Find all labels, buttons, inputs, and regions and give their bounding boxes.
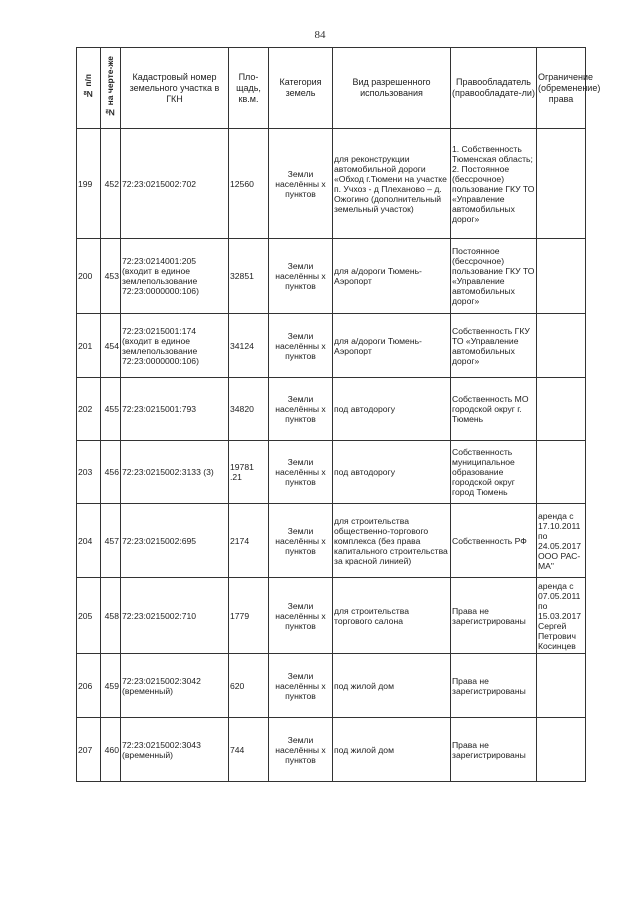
cell-area: 34820	[229, 378, 269, 441]
cell-use: под автодорогу	[333, 378, 451, 441]
cell-use: для реконструкции автомобильной дороги «Обход г.Тюмени на участке п. Учхоз - д Плеханово – д. Ожогино (дополнительный земельный участок)	[333, 129, 451, 239]
cell-cadastral: 72:23:0215002:695	[121, 504, 229, 578]
cell-area: 620	[229, 654, 269, 718]
cell-use: для строительства общественно-торгового комплекса (без права капитального строительства за красной линией)	[333, 504, 451, 578]
cell-category: Земли населённы х пунктов	[269, 718, 333, 782]
cell-num: 202	[77, 378, 101, 441]
cell-category: Земли населённы х пунктов	[269, 441, 333, 504]
table-row	[77, 441, 586, 504]
cell-use: для а/дороги Тюмень-Аэропорт	[333, 239, 451, 314]
cell-drawing-num: 453	[101, 239, 121, 314]
header-area: Пло-щадь, кв.м.	[229, 48, 269, 129]
header-num: № п/п	[77, 48, 101, 129]
header-use: Вид разрешенного использования	[333, 48, 451, 129]
table-row	[77, 314, 586, 378]
cell-cadastral: 72:23:0215001:793	[121, 378, 229, 441]
land-plots-table	[76, 47, 601, 782]
cell-holder: Собственность РФ	[451, 504, 537, 578]
cell-num: 203	[77, 441, 101, 504]
cell-use: под жилой дом	[333, 654, 451, 718]
cell-drawing-num: 459	[101, 654, 121, 718]
cell-area: 1779	[229, 578, 269, 654]
cell-holder: Собственность МО городской округ г. Тюмень	[451, 378, 537, 441]
cell-area: 32851	[229, 239, 269, 314]
cell-category: Земли населённы х пунктов	[269, 578, 333, 654]
cell-cadastral: 72:23:0215002:3042 (временный)	[121, 654, 229, 718]
table-row	[77, 129, 586, 239]
cell-area: 2174	[229, 504, 269, 578]
cell-area: 34124	[229, 314, 269, 378]
cell-restriction	[537, 129, 586, 239]
cell-holder: Собственность ГКУ ТО «Управление автомобильных дорог»	[451, 314, 537, 378]
cell-restriction	[537, 654, 586, 718]
cell-holder: Собственность муниципальное образование городской округ город Тюмень	[451, 441, 537, 504]
table-header-row	[77, 48, 586, 129]
cell-cadastral: 72:23:0215002:3133 (3)	[121, 441, 229, 504]
cell-drawing-num: 456	[101, 441, 121, 504]
page-number: 84	[314, 29, 326, 41]
cell-use: под жилой дом	[333, 718, 451, 782]
cell-drawing-num: 460	[101, 718, 121, 782]
header-cadastral: Кадастровый номер земельного участка в ГКН	[121, 48, 229, 129]
table-row	[77, 654, 586, 718]
cell-cadastral: 72:23:0215002:702	[121, 129, 229, 239]
cell-holder: Права не зарегистрированы	[451, 718, 537, 782]
cell-area: 12560	[229, 129, 269, 239]
cell-category: Земли населённы х пунктов	[269, 129, 333, 239]
cell-use: для строительства торгового салона	[333, 578, 451, 654]
cell-cadastral: 72:23:0215001:174 (входит в единое землепользование 72:23:0000000:106)	[121, 314, 229, 378]
cell-holder: 1. Собственность Тюменская область; 2. Постоянное (бессрочное) пользование ГКУ ТО «Управление автомобильных дорог»	[451, 129, 537, 239]
cell-cadastral: 72:23:0214001:205 (входит в единое землепользование 72:23:0000000:106)	[121, 239, 229, 314]
cell-num: 199	[77, 129, 101, 239]
table-row	[77, 378, 586, 441]
cell-category: Земли населённы х пунктов	[269, 504, 333, 578]
cell-holder: Постоянное (бессрочное) пользование ГКУ ТО «Управление автомобильных дорог»	[451, 239, 537, 314]
cell-drawing-num: 457	[101, 504, 121, 578]
cell-holder: Права не зарегистрированы	[451, 578, 537, 654]
cell-category: Земли населённы х пунктов	[269, 378, 333, 441]
cell-category: Земли населённы х пунктов	[269, 239, 333, 314]
cell-drawing-num: 458	[101, 578, 121, 654]
table-row	[77, 578, 586, 654]
cell-area: 19781 .21	[229, 441, 269, 504]
cell-use: под автодорогу	[333, 441, 451, 504]
cell-area: 744	[229, 718, 269, 782]
table-row	[77, 718, 586, 782]
cell-num: 205	[77, 578, 101, 654]
cell-num: 204	[77, 504, 101, 578]
cell-num: 207	[77, 718, 101, 782]
cell-drawing-num: 455	[101, 378, 121, 441]
cell-restriction: аренда с 17.10.2011 по 24.05.2017 ООО РАС-МА"	[537, 504, 586, 578]
cell-num: 206	[77, 654, 101, 718]
header-category: Категория земель	[269, 48, 333, 129]
cell-category: Земли населённы х пунктов	[269, 314, 333, 378]
cell-use: для а/дороги Тюмень-Аэропорт	[333, 314, 451, 378]
table-row	[77, 504, 586, 578]
header-restriction: Ограничение (обременение) права	[537, 48, 586, 129]
header-drawing-num: № на черте-же	[101, 48, 121, 129]
cell-restriction	[537, 239, 586, 314]
cell-drawing-num: 454	[101, 314, 121, 378]
cell-category: Земли населённы х пунктов	[269, 654, 333, 718]
cell-cadastral: 72:23:0215002:710	[121, 578, 229, 654]
cell-restriction	[537, 718, 586, 782]
cell-restriction	[537, 314, 586, 378]
table-row	[77, 239, 586, 314]
cell-restriction	[537, 441, 586, 504]
cell-holder: Права не зарегистрированы	[451, 654, 537, 718]
cell-cadastral: 72:23:0215002:3043 (временный)	[121, 718, 229, 782]
cell-restriction: аренда с 07.05.2011 по 15.03.2017 Сергей Петрович Косинцев	[537, 578, 586, 654]
header-holder: Правообладатель (правообладате-ли)	[451, 48, 537, 129]
cell-drawing-num: 452	[101, 129, 121, 239]
cell-num: 201	[77, 314, 101, 378]
cell-restriction	[537, 378, 586, 441]
cell-num: 200	[77, 239, 101, 314]
